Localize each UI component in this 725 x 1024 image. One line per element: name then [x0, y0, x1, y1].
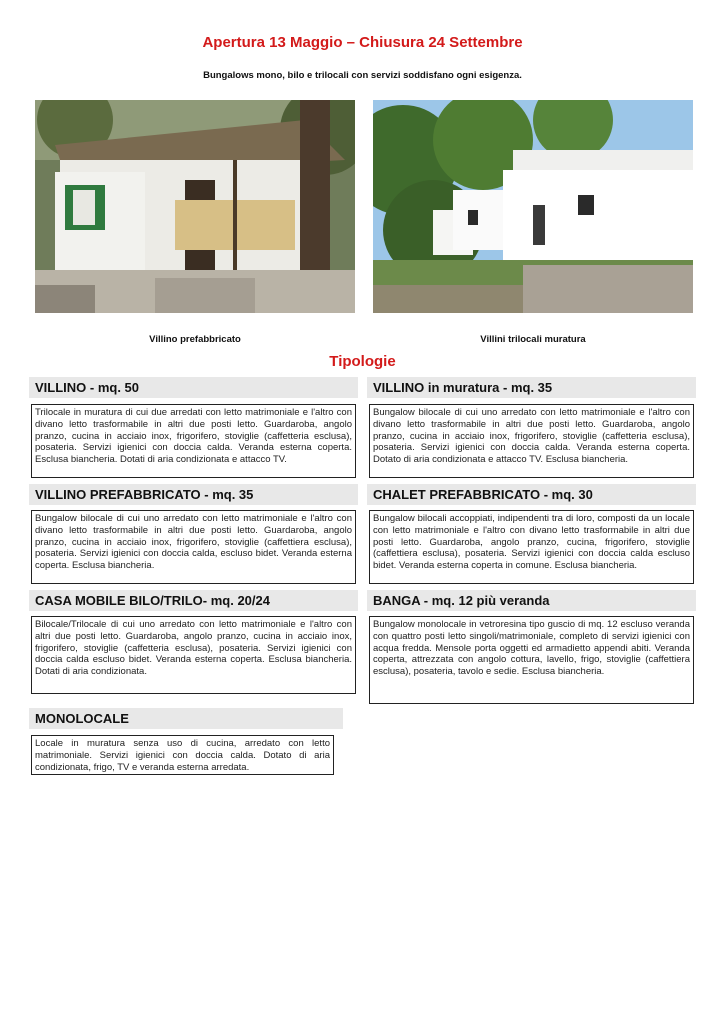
card-title-monolocale: MONOLOCALE	[29, 708, 343, 729]
card-title-villino-prefabbricato: VILLINO PREFABBRICATO - mq. 35	[29, 484, 358, 505]
photo-caption-1: Villino prefabbricato	[149, 334, 241, 345]
card-text-casa-mobile: Bilocale/Trilocale di cui uno arredato con letto matrimoniale e l'altro con altri due posti letto. Guardaroba, angolo pranzo, cucina in acciaio inox, frigorifero, stoviglie (caffetteria esclusa), posateria. Servizi igienici con doccia calda escluso bidet. Veranda esterna coperta. Esclusa biancheria. Dotati di aria condizionata.	[31, 616, 356, 694]
card-text-villino-prefabbricato: Bungalow bilocale di cui uno arredato con letto matrimoniale e l'altro con divano letto trasformabile in altri due posti letto. Guardaroba, angolo pranzo, cucina in acciaio inox, frigorifero, stoviglie (caffettiera esclusa), posateria. Servizi igienici con doccia calda, escluso bidet. Veranda esterna coperta. Esclusa biancheria.	[31, 510, 356, 584]
card-title-banga: BANGA - mq. 12 più veranda	[367, 590, 696, 611]
card-title-villino-muratura: VILLINO in muratura - mq. 35	[367, 377, 696, 398]
card-title-chalet: CHALET PREFABBRICATO - mq. 30	[367, 484, 696, 505]
card-text-villino-muratura: Bungalow bilocale di cui uno arredato con letto matrimoniale e l'altro con divano letto trasformabile in altri due posti letto. Guardaroba, angolo pranzo, cucina in acciaio inox, frigorifero, stoviglie (caffetteria esclusa), posateria. Servizi igienici con doccia calda. Veranda esterna coperta. Dotato di aria condizionata e attacco TV. Esclusa biancheria.	[369, 404, 694, 478]
card-text-monolocale: Locale in muratura senza uso di cucina, arredato con letto matrimoniale. Servizi igienici con doccia calda. Dotato di aria condizionata, frigo, TV e veranda esterna arredata.	[31, 735, 334, 775]
card-text-villino: Trilocale in muratura di cui due arredati con letto matrimoniale e l'altro con divano letto trasformabile in altri due posti letto. Guardaroba, angolo pranzo, cucina in acciaio inox, frigorifero, stoviglie (caffetteria esclusa), posateria. Servizi igienici con doccia calda. Veranda esterna coperta. Esclusa biancheria. Dotati di aria condizionata e attacco TV.	[31, 404, 356, 478]
card-title-villino: VILLINO - mq. 50	[29, 377, 358, 398]
card-text-chalet: Bungalow bilocali accoppiati, indipendenti tra di loro, composti da un locale con letto matrimoniale e l'altro con divano letto trasformabile in altri due posti letto. Guardaroba, angolo pranzo, cucina, frigorifero, stoviglie (caffettiera esclusa), posateria. Servizi igienici con doccia calda escluso bidet. Veranda esterna coperta in comune. Esclusa biancheria.	[369, 510, 694, 584]
photo-villini-trilocali	[373, 100, 693, 313]
card-title-casa-mobile: CASA MOBILE BILO/TRILO- mq. 20/24	[29, 590, 358, 611]
page-subtitle: Bungalows mono, bilo e trilocali con servizi soddisfano ogni esigenza.	[203, 70, 522, 81]
photo-villino-prefabbricato	[35, 100, 355, 313]
photo-caption-2: Villini trilocali muratura	[480, 334, 586, 345]
card-text-banga: Bungalow monolocale in vetroresina tipo guscio di mq. 12 escluso veranda con quattro posti letto singoli/matrimoniale, completo di servizi igienici con acqua fredda. Mensole porta oggetti ed armadietto appendi abiti. Veranda coperta, attrezzata con angolo cottura, lavello, frigo, stoviglie (caffettiera esclusa), posateria, tavolo e sedie. Esclusa biancheria.	[369, 616, 694, 704]
page-title: Apertura 13 Maggio – Chiusura 24 Settembre	[202, 34, 523, 51]
section-title: Tipologie	[329, 353, 396, 370]
